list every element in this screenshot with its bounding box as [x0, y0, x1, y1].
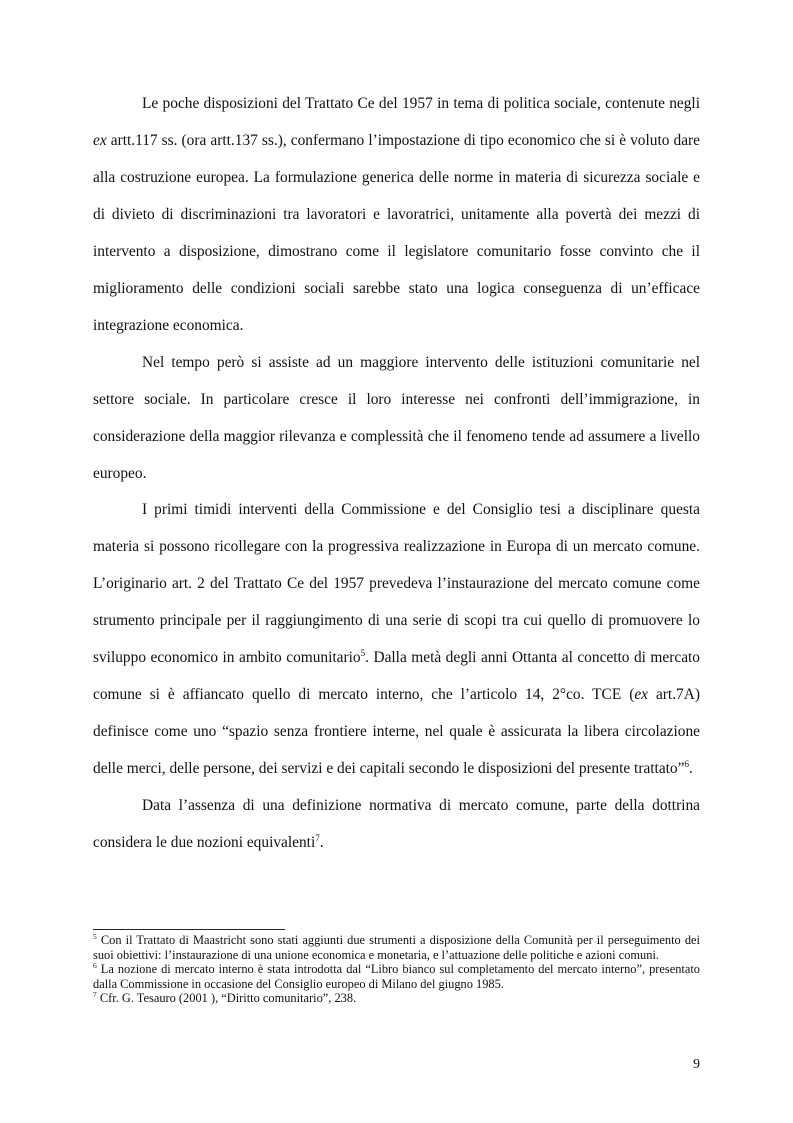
paragraph-1-italic-ex: ex: [93, 131, 107, 149]
footnote-5-text: Con il Trattato di Maastricht sono stati aggiunti due strumenti a disposizione della Comunità per il perseguimento dei suoi obiettivi: l’instaurazione di una unione economica e monetaria, e l’attuazione delle politiche e azioni comuni.: [93, 933, 700, 962]
paragraph-1: [93, 86, 700, 345]
paragraph-4-text-b: .: [319, 834, 324, 852]
footnote-7: [93, 991, 700, 1006]
paragraph-1-text-c: artt.117 ss. (ora artt.137 ss.), confermano l’impostazione di tipo economico che si è voluto dare alla costruzione europea. La formulazione generica delle norme in materia di sicurezza sociale e di divieto di discriminazioni tra lavoratori e lavoratrici, unitamente alla povertà dei mezzi di intervento a disposizione, dimostrano come il legislatore comunitario fosse convinto che il miglioramento delle condizioni sociali sarebbe stato una logica conseguenza di un’efficace integrazione economica.: [93, 131, 700, 334]
footnote-ref-5[interactable]: 5: [360, 648, 366, 659]
paragraph-3-text-a: I primi timidi interventi della Commissione e del Consiglio tesi a disciplinare questa materia si possono ricollegare con la progressiva realizzazione in Europa di un mercato comune. L’originario art. 2 del Trattato Ce del 1957 prevedeva l’instaurazione del mercato comune come strumento principale per il raggiungimento di una serie di scopi tra cui quello di promuovere lo sviluppo economico in ambito comunitario: [93, 501, 700, 667]
footnotes: [93, 933, 700, 1006]
paragraph-4: [93, 788, 700, 862]
paragraph-3-italic-ex: ex: [634, 686, 648, 704]
paragraph-3-text-d: art.7A) definisce come uno “spazio senza frontiere interne, nel quale è assicurata la libera circolazione delle merci, delle persone, dei servizi e dei capitali secondo le disposizioni del presente trattato”: [93, 686, 700, 778]
footnote-7-number: 7: [93, 990, 97, 999]
page-number: 9: [693, 1057, 700, 1072]
paragraph-3-text-b: . Dalla metà degli anni Ottanta al concetto di mercato comune si è affiancato quello di mercato interno, che l’articolo 14, 2°co. TCE (: [93, 649, 700, 704]
paragraph-4-text-a: Data l’assenza di una definizione normativa di mercato comune, parte della dottrina considera le due nozioni equivalenti: [93, 797, 700, 852]
footnote-separator: [93, 929, 285, 930]
footnote-6-number: 6: [93, 961, 97, 970]
paragraph-2-text: Nel tempo però si assiste ad un maggiore intervento delle istituzioni comunitarie nel settore sociale. In particolare cresce il loro interesse nei confronti dell’immigrazione, in considerazione della maggior rilevanza e complessità che il fenomeno tende ad assumere a livello europeo.: [93, 353, 700, 482]
footnote-ref-6[interactable]: 6: [684, 759, 689, 770]
footnote-ref-7[interactable]: 7: [315, 833, 320, 844]
body-text: [93, 86, 700, 862]
paragraph-2: [93, 345, 700, 493]
footnote-6: [93, 962, 700, 991]
footnote-5: [93, 933, 700, 962]
paragraph-3: [93, 492, 700, 788]
footnote-7-text: Cfr. G. Tesauro (2001 ), “Diritto comunitario”, 238.: [96, 991, 357, 1005]
footnote-5-number: 5: [93, 932, 97, 941]
paragraph-3-text-e: .: [688, 760, 693, 778]
footnote-6-text: La nozione di mercato interno è stata introdotta dal “Libro bianco sul completamento del mercato interno”, presentato dalla Commissione in occasione del Consiglio europeo di Milano del giugno 1985.: [93, 962, 700, 991]
paragraph-1-text-a: Le poche disposizioni del Trattato Ce del 1957 in tema di politica sociale, contenute negli: [142, 95, 700, 112]
